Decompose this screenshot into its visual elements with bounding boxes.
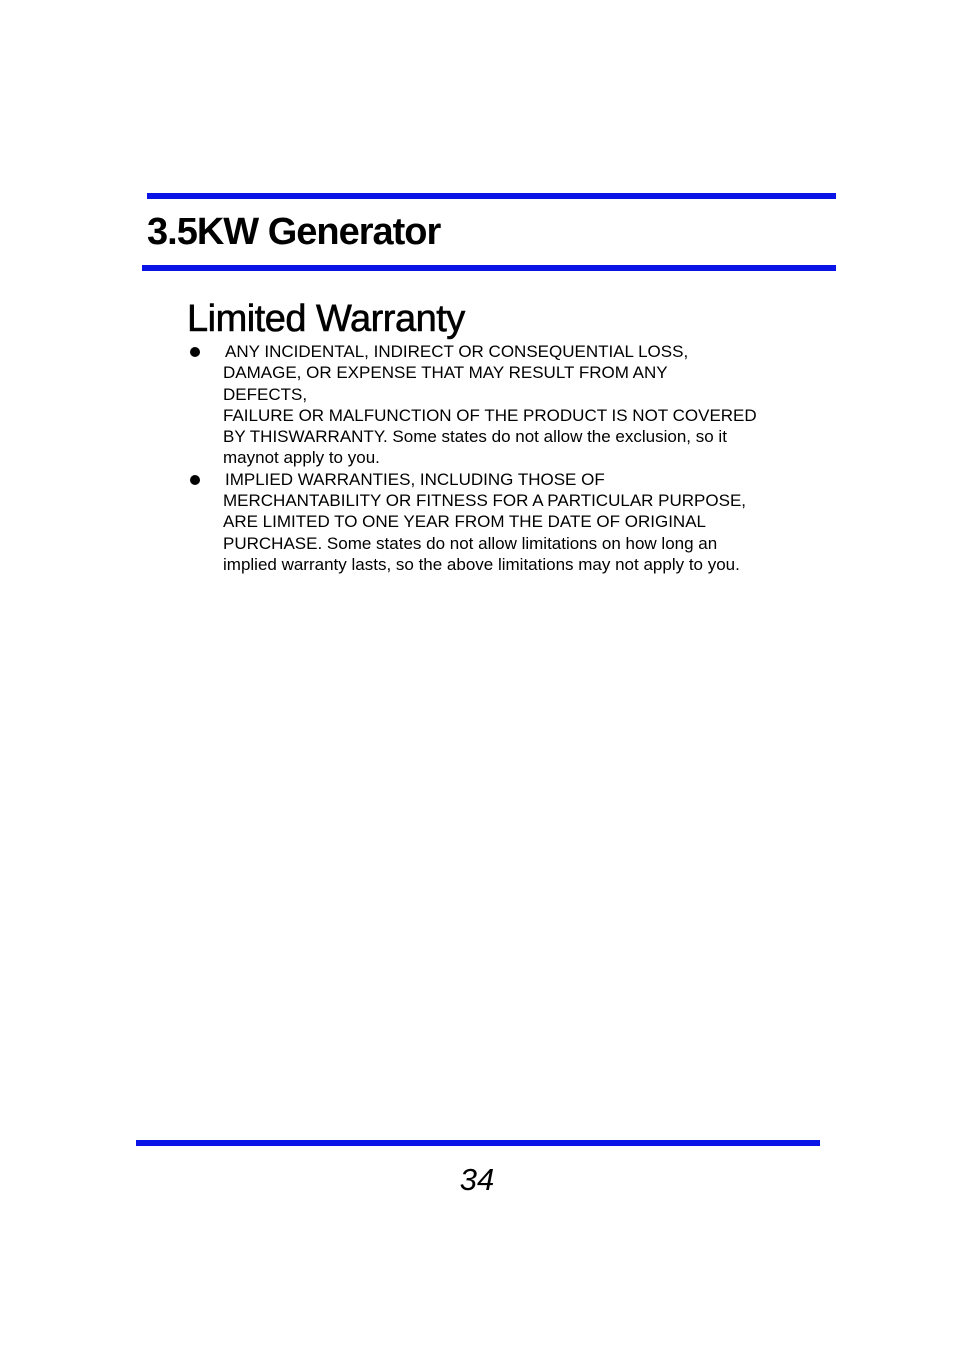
list-item-line: ANY INCIDENTAL, INDIRECT OR CONSEQUENTIAL LOSS, [225,342,689,361]
list-item [188,341,828,469]
section-heading: Limited Warranty [187,298,465,340]
list-item-line: BY THISWARRANTY. Some states do not allow the exclusion, so it [223,427,727,447]
header-top-rule [147,193,836,199]
list-item-line: PURCHASE. Some states do not allow limitations on how long an [223,533,718,553]
list-item [188,469,828,575]
header-bottom-rule [142,265,836,271]
list-item-line: DAMAGE, OR EXPENSE THAT MAY RESULT FROM ANY [223,363,668,383]
footer-rule [136,1140,820,1146]
document-title: 3.5KW Generator [147,211,441,253]
list-item-line: DEFECTS, [223,384,308,404]
warranty-exclusions-list [188,341,828,575]
list-item-line: IMPLIED WARRANTIES, INCLUDING THOSE OF [225,469,605,489]
list-item-line: ARE LIMITED TO ONE YEAR FROM THE DATE OF ORIGINAL [223,512,707,532]
list-item-line: implied warranty lasts, so the above limitations may not apply to you. [223,554,740,574]
list-item-line: maynot apply to you. [223,448,380,468]
bullet-icon [190,347,200,357]
list-item-line: FAILURE OR MALFUNCTION OF THE PRODUCT IS NOT COVERED [223,405,757,425]
bullet-icon [190,475,200,485]
page-number: 34 [459,1162,495,1197]
list-item-line: MERCHANTABILITY OR FITNESS FOR A PARTICULAR PURPOSE, [223,491,747,511]
